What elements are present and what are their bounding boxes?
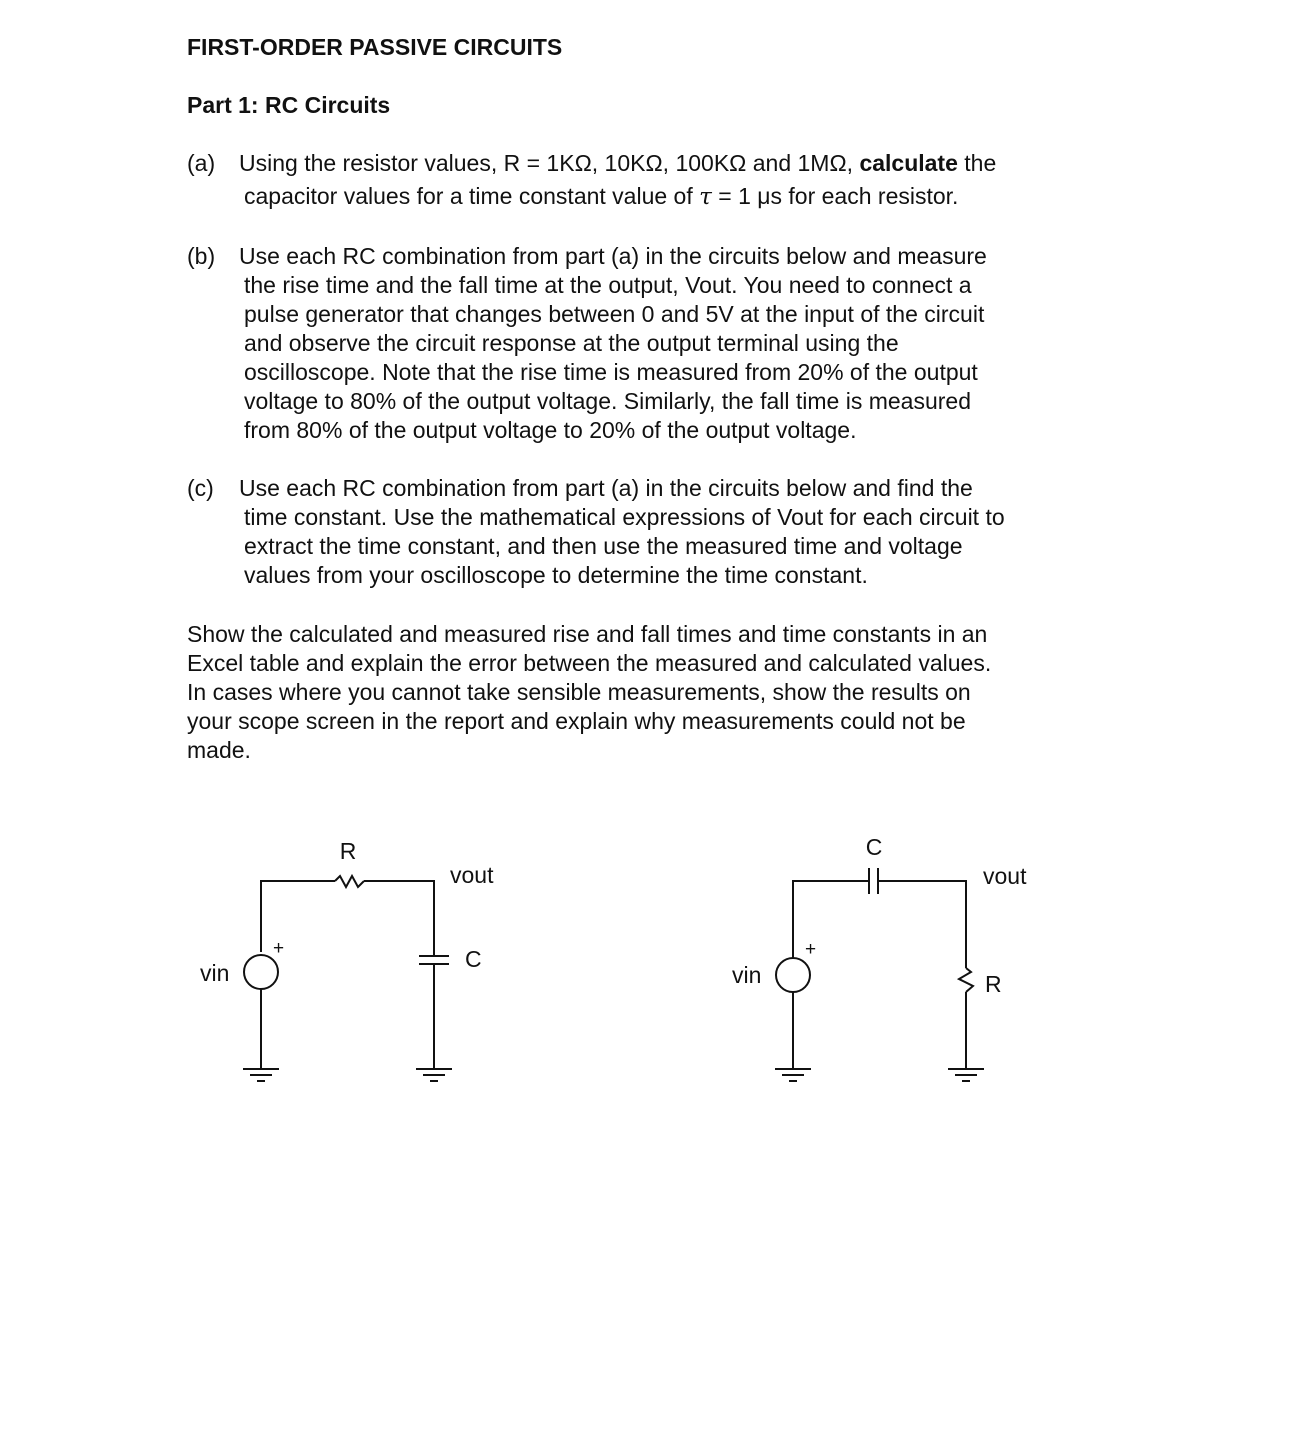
paragraph-line: Show the calculated and measured rise and fall times and time constants in an [187,621,988,647]
right-vout-label: vout [983,863,1027,889]
left-resistor-label: R [339,838,357,864]
right-capacitor-label: C [865,834,883,860]
item-b-line: and observe the circuit response at the output terminal using the [244,330,899,356]
item-a-line-1: Using the resistor values, R = 1KΩ, 10KΩ, 100KΩ and 1MΩ, calculate the [239,150,997,176]
voltage-source-symbol [776,958,810,992]
tau-symbol: τ [699,184,712,210]
item-c-line: values from your oscilloscope to determine the time constant. [244,562,868,588]
item-a-line-2: capacitor values for a time constant value of τ = 1 μs for each resistor. [244,183,959,210]
ground-icon [416,1069,452,1081]
part-title: Part 1: RC Circuits [187,92,391,118]
paragraph-line: made. [187,737,251,763]
ground-icon [243,1069,279,1081]
item-c-line: extract the time constant, and then use the measured time and voltage [244,533,963,559]
voltage-source-symbol [244,955,278,989]
item-b-line: pulse generator that changes between 0 and 5V at the input of the circuit [244,301,985,327]
item-c-line: Use each RC combination from part (a) in the circuits below and find the [239,475,973,501]
paragraph-line: Excel table and explain the error between the measured and calculated values. [187,650,992,676]
item-c-line: time constant. Use the mathematical expressions of Vout for each circuit to [244,504,1005,530]
item-c-label: (c) [187,475,214,501]
right-vin-label: vin [732,962,762,988]
resistor-symbol [959,968,973,992]
calculate-emphasis: calculate [859,150,958,176]
circuit-right-cr-highpass [775,868,984,1081]
resistor-symbol [335,876,364,887]
item-b-line: from 80% of the output voltage to 20% of the output voltage. [244,417,857,443]
ground-icon [775,1069,811,1081]
paragraph-line: your scope screen in the report and explain why measurements could not be [187,708,966,734]
circuit-left-rc-lowpass [243,876,452,1081]
left-vout-label: vout [450,862,494,888]
ground-icon [948,1069,984,1081]
right-resistor-label: R [985,971,1002,997]
item-b-line: the rise time and the fall time at the output, Vout. You need to connect a [244,272,972,298]
paragraph-line: In cases where you cannot take sensible measurements, show the results on [187,679,971,705]
left-plus-label: + [273,938,285,959]
item-b-label: (b) [187,243,216,269]
right-plus-label: + [805,939,817,960]
item-b-line: voltage to 80% of the output voltage. Similarly, the fall time is measured [244,388,972,414]
item-b-line: Use each RC combination from part (a) in the circuits below and measure [239,243,987,269]
right-top-wire [878,881,966,968]
left-vin-label: vin [200,960,230,986]
right-top-wire [364,881,434,956]
item-a-label: (a) [187,150,216,176]
item-b-line: oscilloscope. Note that the rise time is measured from 20% of the output [244,359,978,385]
document-title: FIRST-ORDER PASSIVE CIRCUITS [187,34,563,60]
left-capacitor-label: C [465,946,482,972]
